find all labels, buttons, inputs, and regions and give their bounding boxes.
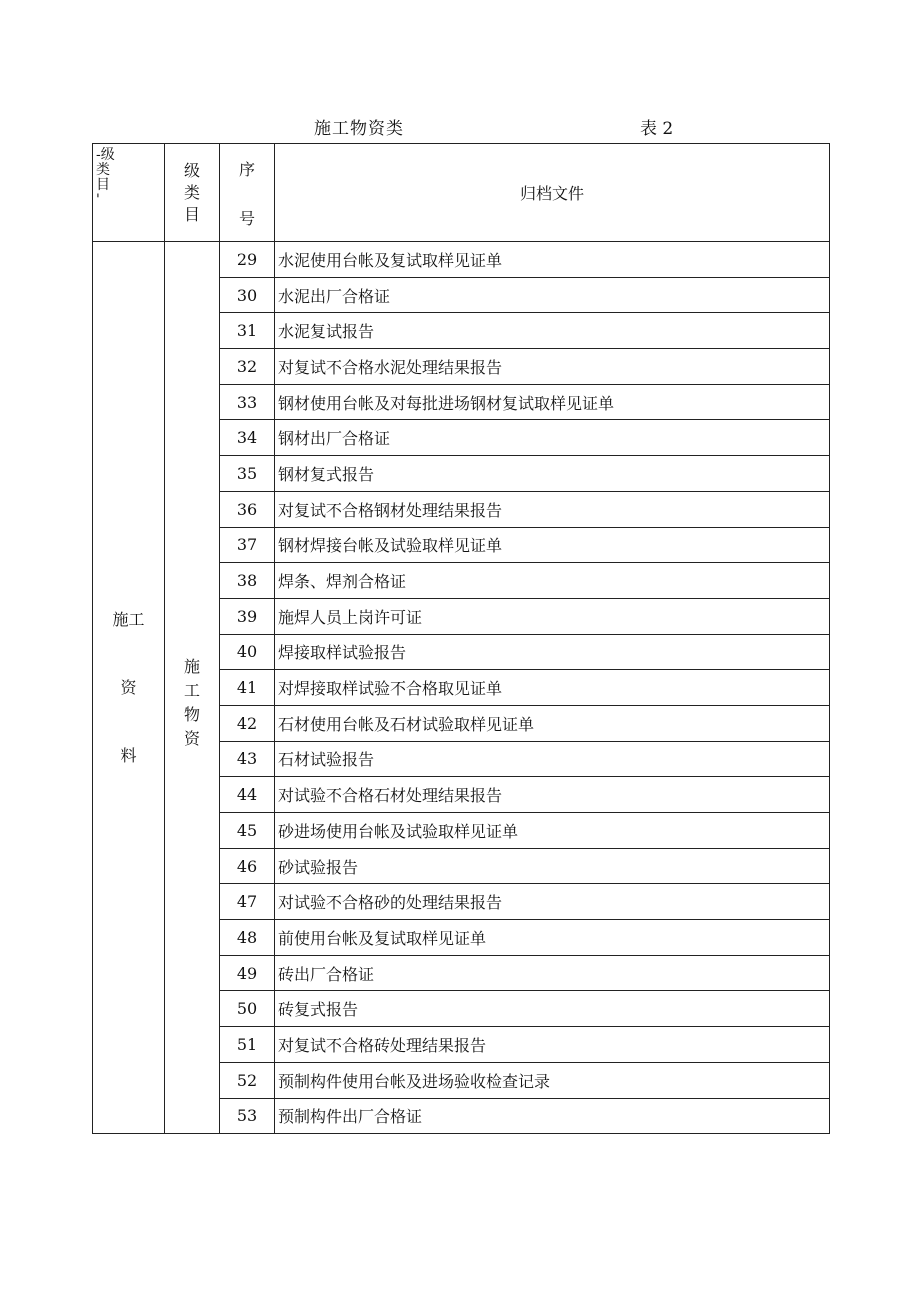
header-archive-file: 归档文件 bbox=[275, 144, 830, 242]
archive-file-name: 石材使用台帐及石材试验取样见证单 bbox=[275, 705, 830, 741]
header-row bbox=[93, 144, 830, 242]
archive-file-name: 砂进场使用台帐及试验取样见证单 bbox=[275, 813, 830, 849]
serial-number: 42 bbox=[220, 705, 275, 741]
archive-file-name: 水泥复试报告 bbox=[275, 313, 830, 349]
archive-file-name: 砖复式报告 bbox=[275, 991, 830, 1027]
serial-number: 43 bbox=[220, 741, 275, 777]
page-title: 施工物资类 bbox=[314, 119, 404, 139]
archive-file-name: 对试验不合格石材处理结果报告 bbox=[275, 777, 830, 813]
serial-number: 46 bbox=[220, 848, 275, 884]
serial-number: 51 bbox=[220, 1027, 275, 1063]
archive-file-name: 对复试不合格钢材处理结果报告 bbox=[275, 491, 830, 527]
serial-number: 32 bbox=[220, 349, 275, 385]
archive-file-name: 钢材复式报告 bbox=[275, 456, 830, 492]
serial-number: 30 bbox=[220, 277, 275, 313]
header-first-level-category: -级 类 目 ' bbox=[93, 144, 165, 242]
serial-number: 52 bbox=[220, 1062, 275, 1098]
archive-file-name: 前使用台帐及复试取样见证单 bbox=[275, 920, 830, 956]
serial-number: 37 bbox=[220, 527, 275, 563]
table-number: 表 2 bbox=[640, 119, 674, 139]
header-serial-number: 序 号 bbox=[220, 144, 275, 242]
first-level-category-cell: 施工 资 料 bbox=[93, 242, 165, 1134]
serial-number: 41 bbox=[220, 670, 275, 706]
archive-file-name: 钢材使用台帐及对每批进场钢材复试取样见证单 bbox=[275, 384, 830, 420]
serial-number: 40 bbox=[220, 634, 275, 670]
serial-number: 39 bbox=[220, 598, 275, 634]
serial-number: 47 bbox=[220, 884, 275, 920]
second-level-category-cell: 施 工 物 资 bbox=[165, 242, 220, 1134]
archive-file-name: 施焊人员上岗许可证 bbox=[275, 598, 830, 634]
serial-number: 34 bbox=[220, 420, 275, 456]
archive-file-name: 水泥出厂合格证 bbox=[275, 277, 830, 313]
serial-number: 29 bbox=[220, 242, 275, 278]
archive-file-name: 砖出厂合格证 bbox=[275, 955, 830, 991]
archive-file-name: 石材试验报告 bbox=[275, 741, 830, 777]
archive-file-name: 对复试不合格水泥处理结果报告 bbox=[275, 349, 830, 385]
serial-number: 53 bbox=[220, 1098, 275, 1134]
archive-file-name: 预制构件出厂合格证 bbox=[275, 1098, 830, 1134]
serial-number: 31 bbox=[220, 313, 275, 349]
serial-number: 38 bbox=[220, 563, 275, 599]
serial-number: 36 bbox=[220, 491, 275, 527]
archive-file-name: 钢材焊接台帐及试验取样见证单 bbox=[275, 527, 830, 563]
archive-file-name: 对试验不合格砂的处理结果报告 bbox=[275, 884, 830, 920]
serial-number: 45 bbox=[220, 813, 275, 849]
serial-number: 44 bbox=[220, 777, 275, 813]
archive-file-name: 焊接取样试验报告 bbox=[275, 634, 830, 670]
archive-file-name: 对复试不合格砖处理结果报告 bbox=[275, 1027, 830, 1063]
serial-number: 35 bbox=[220, 456, 275, 492]
table-row bbox=[93, 242, 830, 278]
archive-file-name: 钢材出厂合格证 bbox=[275, 420, 830, 456]
serial-number: 50 bbox=[220, 991, 275, 1027]
serial-number: 33 bbox=[220, 384, 275, 420]
archive-table bbox=[92, 143, 829, 1133]
archive-file-name: 预制构件使用台帐及进场验收检查记录 bbox=[275, 1062, 830, 1098]
archive-file-name: 焊条、焊剂合格证 bbox=[275, 563, 830, 599]
serial-number: 49 bbox=[220, 955, 275, 991]
header-second-level-category: 级 类 目 bbox=[165, 144, 220, 242]
serial-number: 48 bbox=[220, 920, 275, 956]
archive-file-name: 对焊接取样试验不合格取见证单 bbox=[275, 670, 830, 706]
archive-file-name: 砂试验报告 bbox=[275, 848, 830, 884]
archive-file-name: 水泥使用台帐及复试取样见证单 bbox=[275, 242, 830, 278]
